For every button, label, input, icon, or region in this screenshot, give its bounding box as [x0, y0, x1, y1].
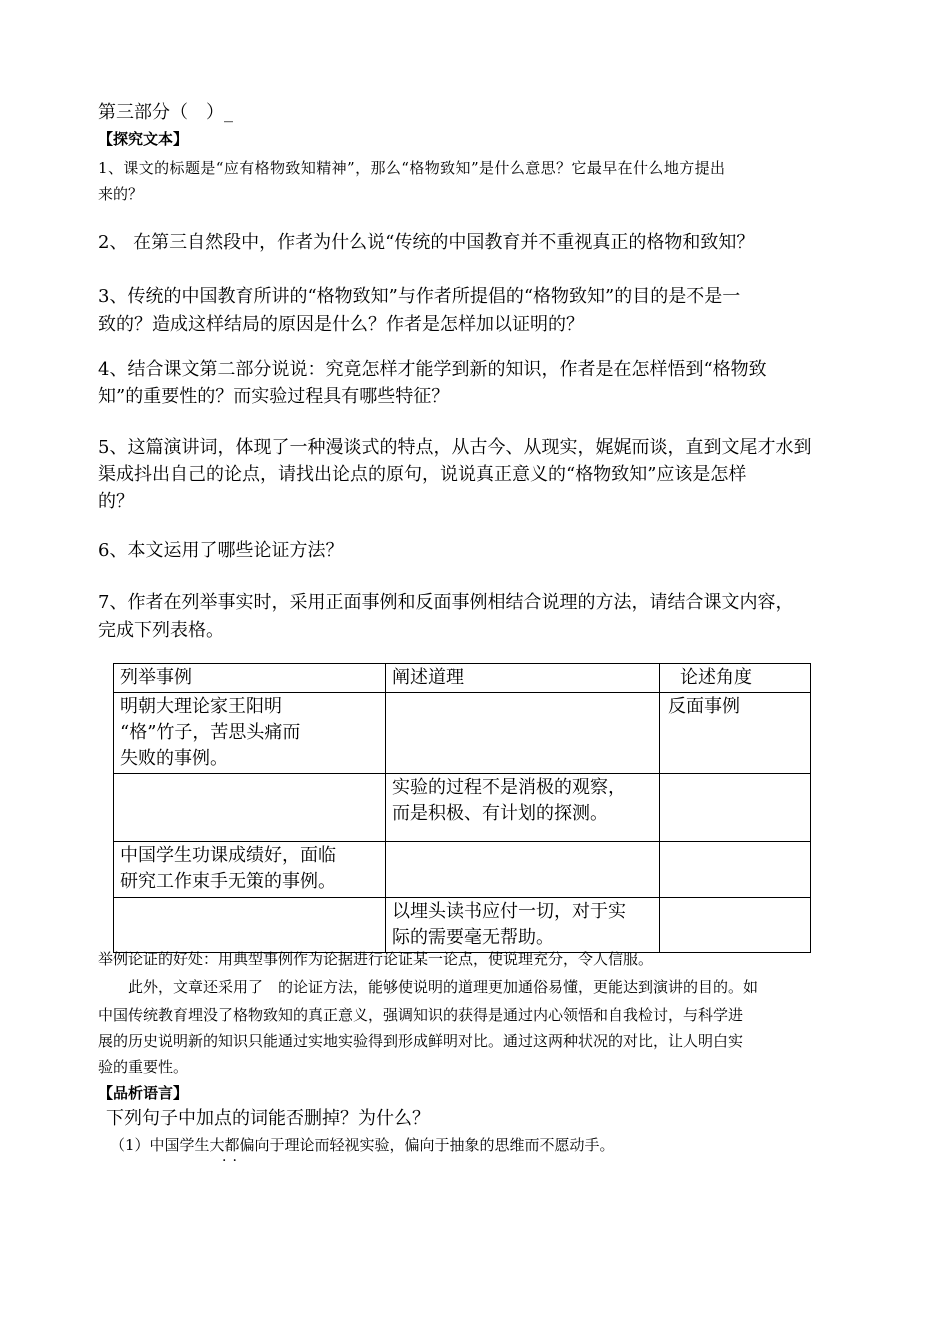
reason-cell[interactable]	[386, 842, 660, 898]
reason-cell[interactable]	[386, 693, 660, 774]
example-cell[interactable]	[114, 774, 386, 842]
explore-heading: 【探究文本】	[98, 130, 189, 148]
table-row	[114, 898, 811, 953]
example-line: 研究工作束手无策的事例。	[120, 871, 336, 892]
example-cell	[114, 842, 386, 898]
examples-table	[113, 663, 811, 953]
reason-cell	[386, 898, 660, 953]
table-row	[114, 842, 811, 898]
note-line-2: 此外，文章还采用了 的论证方法，能够使说明的道理更加通俗易懂，更能达到演讲的目的。如	[98, 978, 759, 996]
reason-line: 际的需要毫无帮助。	[392, 927, 554, 948]
example-cell	[114, 693, 386, 774]
question-2-line-1: 2、 在第三自然段中，作者为什么说“传统的中国教育并不重视真正的格物和致知？	[98, 232, 755, 253]
question-5-line-1: 5、这篇演讲词，体现了一种漫谈式的特点，从古今、从现实，娓娓而谈，直到文尾才水到	[98, 437, 812, 458]
example-line: 失败的事例。	[120, 748, 228, 769]
reason-cell	[386, 774, 660, 842]
note-line-1: 举例论证的好处：用典型事例作为论据进行论证某一论点，使说理充分，令人信服。	[98, 950, 654, 968]
table-row	[114, 774, 811, 842]
angle-cell	[660, 693, 811, 774]
question-1-line-1: 1、课文的标题是“应有格物致知精神”，那么“格物致知”是什么意思？它最早在什么地方提出	[98, 159, 726, 177]
question-1-line-2: 来的？	[98, 185, 144, 203]
header-reason: 阐述道理	[386, 664, 660, 693]
reason-line: 而是积极、有计划的探测。	[392, 803, 608, 824]
question-6-line-1: 6、本文运用了哪些论证方法？	[98, 540, 344, 561]
section-title: 第三部分（ ）_	[98, 102, 233, 123]
table-row	[114, 693, 811, 774]
note-line-5: 验的重要性。	[98, 1058, 189, 1076]
question-7-line-2: 完成下列表格。	[98, 620, 224, 641]
reason-line: 以埋头读书应付一切，对于实	[392, 901, 626, 922]
question-4-line-1: 4、结合课文第二部分说说：究竟怎样才能学到新的知识，作者是在怎样悟到“格物致	[98, 359, 767, 380]
example-line: 中国学生功课成绩好，面临	[120, 845, 336, 866]
header-example: 列举事例	[114, 664, 386, 693]
angle-cell[interactable]	[660, 774, 811, 842]
angle-cell[interactable]	[660, 842, 811, 898]
note-line-4: 展的历史说明新的知识只能通过实地实验得到形成鲜明对比。通过这两种状况的对比，让人明白实	[98, 1032, 744, 1050]
question-5-line-3: 的？	[98, 491, 134, 512]
language-prompt: 下列句子中加点的词能否删掉？为什么？	[106, 1108, 430, 1129]
example-cell[interactable]	[114, 898, 386, 953]
question-3-line-1: 3、传统的中国教育所讲的“格物致知”与作者所提倡的“格物致知”的目的是不是一	[98, 286, 741, 307]
header-angle: 论述角度	[660, 664, 811, 693]
language-heading: 【品析语言】	[98, 1084, 189, 1102]
language-item-1: （1）中国学生大都偏向于理论而轻视实验，偏向于抽象的思维而不愿动手。	[110, 1136, 615, 1154]
example-line: “格”竹子，苦思头痛而	[120, 722, 301, 743]
question-3-line-2: 致的？造成这样结局的原因是什么？作者是怎样加以证明的？	[98, 314, 584, 335]
angle-line: 反面事例	[668, 696, 740, 717]
question-4-line-2: 知”的重要性的？而实验过程具有哪些特征？	[98, 386, 450, 407]
question-7-line-1: 7、作者在列举事实时，采用正面事例和反面事例相结合说理的方法，请结合课文内容，	[98, 592, 794, 613]
example-line: 明朝大理论家王阳明	[120, 696, 282, 717]
emphasis-dots: ··	[222, 1153, 243, 1169]
reason-line: 实验的过程不是消极的观察，	[392, 777, 626, 798]
question-5-line-2: 渠成抖出自己的论点，请找出论点的原句，说说真正意义的“格物致知”应该是怎样	[98, 464, 747, 485]
table-header-row	[114, 664, 811, 693]
angle-cell[interactable]	[660, 898, 811, 953]
note-line-3: 中国传统教育埋没了格物致知的真正意义，强调知识的获得是通过内心领悟和自我检讨，与科学进	[98, 1006, 744, 1024]
